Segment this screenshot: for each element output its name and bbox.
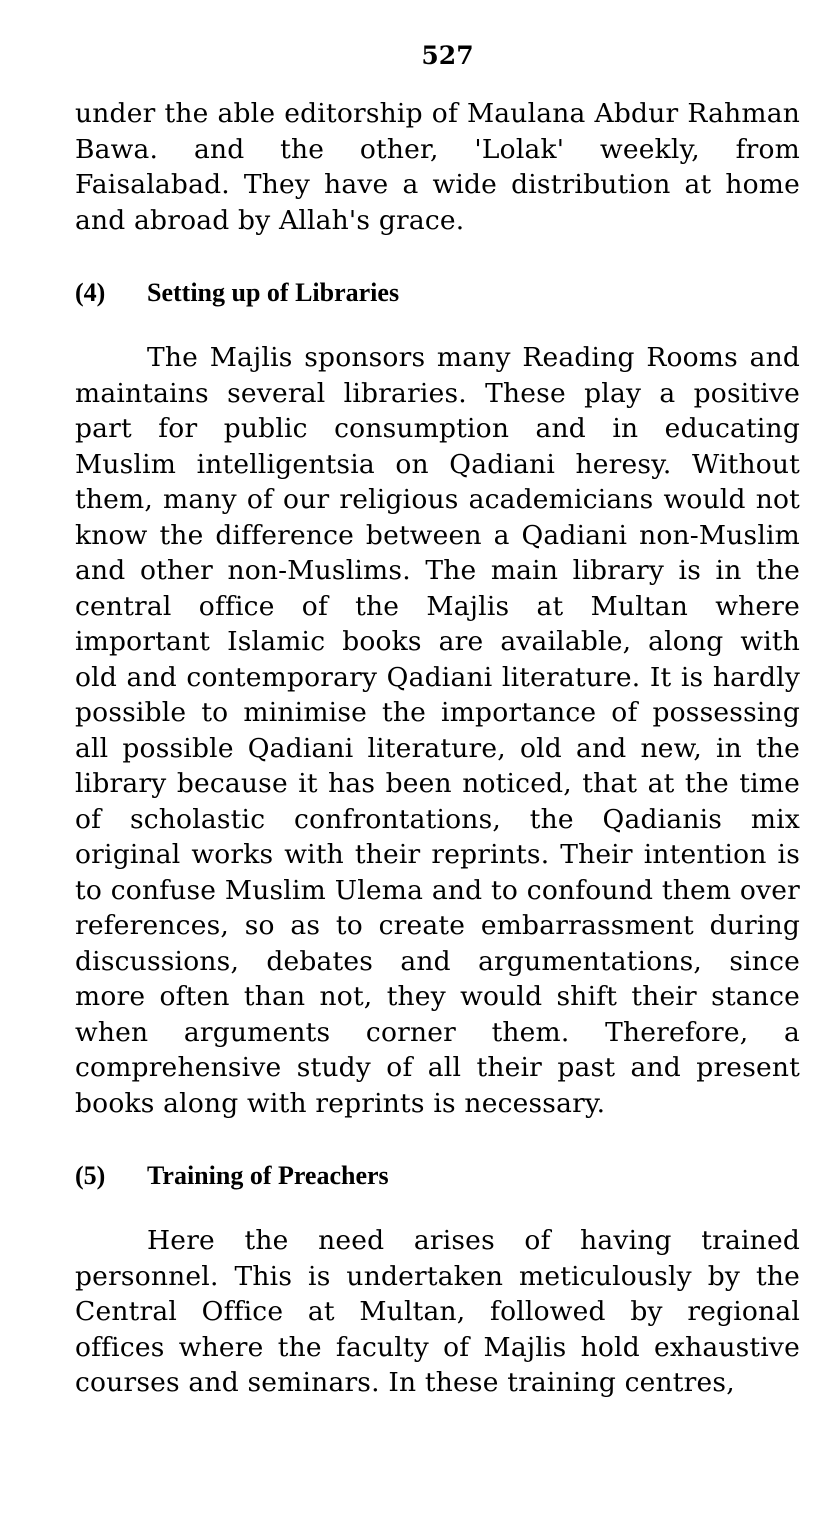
section-heading-preachers <box>75 1159 800 1193</box>
page-number: 527 <box>421 41 474 70</box>
section-heading-libraries <box>75 276 800 310</box>
section-title: Training of Preachers <box>147 1161 389 1190</box>
section-title: Setting up of Libraries <box>147 278 400 307</box>
intro-paragraph: under the able editorship of Maulana Abdur Rahman Bawa. and the other, 'Lolak' weekly, from Faisalabad. They have a wide distribution at home and abroad by Allah's grace. <box>75 98 800 236</box>
document-page <box>75 40 800 1401</box>
section-number: (4) <box>75 278 106 307</box>
libraries-paragraph: The Majlis sponsors many Reading Rooms and maintains several libraries. These play a positive part for public consumption and in educating Muslim intelligentsia on Qadiani heresy. Without them, many of our religious academicians would not know the difference between a Qadiani non-Muslim and other non-Muslims. The main library is in the central office of the Majlis at Multan where important Islamic books are available, along with old and contemporary Qadiani literature. It is hardly possible to minimise the importance of possessing all possible Qadiani literature, old and new, in the library because it has been noticed, that at the time of scholastic confrontations, the Qadianis mix original works with their reprints. Their intention is to confuse Muslim Ulema and to confound them over references, so as to create embarrassment during discussions, debates and argumentations, since more often than not, they would shift their stance when arguments corner them. Therefore, a comprehensive study of all their past and present books along with reprints is necessary. <box>75 342 800 1119</box>
section-number: (5) <box>75 1161 106 1190</box>
preachers-paragraph: Here the need arises of having trained personnel. This is undertaken meticulously by the Central Office at Multan, followed by regional offices where the faculty of Majlis hold exhaustive courses and seminars. In these training centres, <box>75 1225 800 1398</box>
